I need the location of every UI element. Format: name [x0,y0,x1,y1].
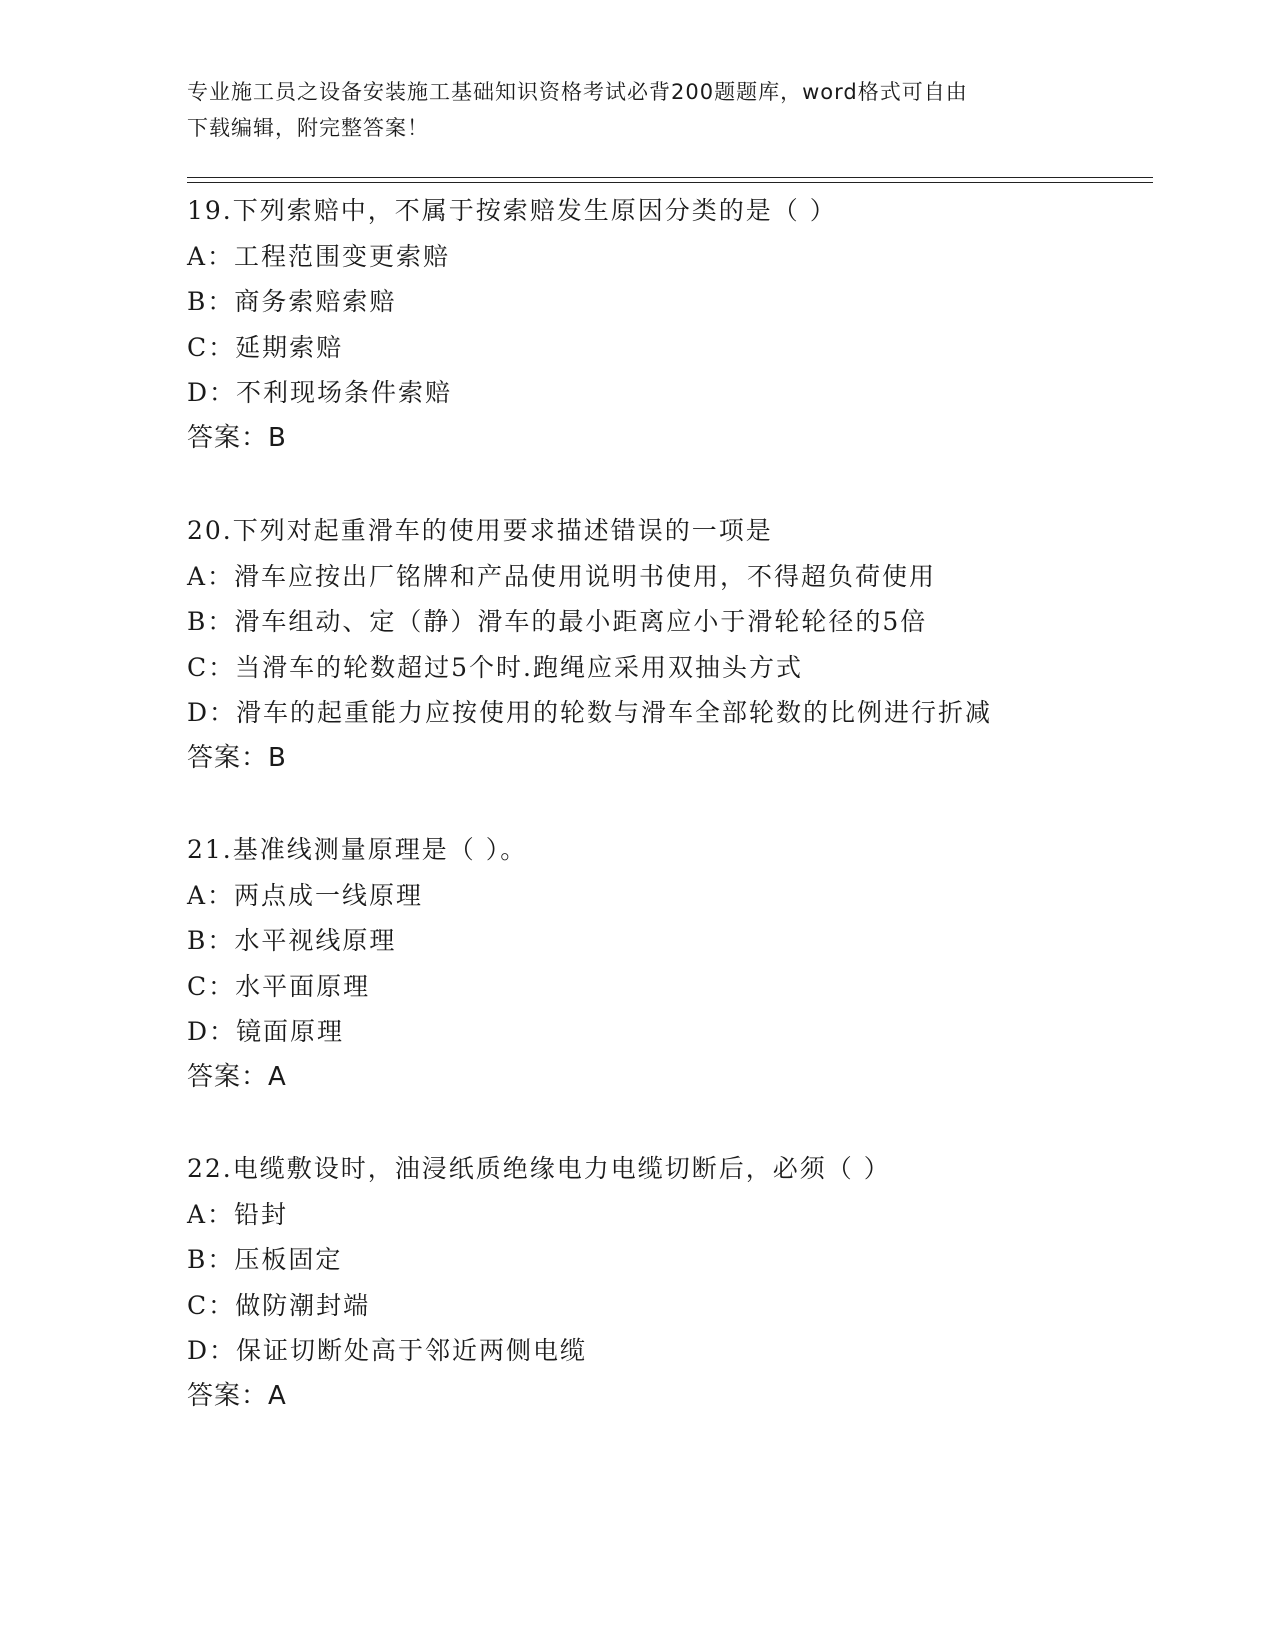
header-divider-top [187,177,1153,178]
header-line-1: 专业施工员之设备安装施工基础知识资格考试必背200题题库，word格式可自由 [187,80,968,104]
option-d: D：镜面原理 [187,1017,345,1047]
question-19 [187,188,1147,462]
question-stem: 22.电缆敷设时，油浸纸质绝缘电力电缆切断后，必须（ ） [187,1154,891,1183]
question-22 [187,1146,1147,1420]
header-divider-bottom [187,182,1153,183]
answer: 答案：B [187,422,287,453]
question-stem: 21.基准线测量原理是（ ）。 [187,835,528,864]
answer: 答案：A [187,1380,287,1411]
option-b: B：水平视线原理 [187,926,397,956]
option-d: D：保证切断处高于邻近两侧电缆 [187,1336,588,1366]
option-b: B：商务索赔索赔 [187,287,397,317]
option-c: C：做防潮封端 [187,1290,371,1320]
option-a: A：滑车应按出厂铭牌和产品使用说明书使用，不得超负荷使用 [187,561,937,591]
answer: 答案：A [187,1061,287,1092]
question-21 [187,827,1147,1101]
option-c: C：当滑车的轮数超过5个时.跑绳应采用双抽头方式 [187,652,803,682]
question-stem: 20.下列对起重滑车的使用要求描述错误的一项是 [187,516,773,545]
option-a: A：工程范围变更索赔 [187,241,451,271]
document-header [187,74,1067,146]
question-20 [187,508,1147,782]
option-d: D：不利现场条件索赔 [187,378,453,408]
option-a: A：两点成一线原理 [187,880,424,910]
header-line-2: 下载编辑，附完整答案！ [187,116,429,140]
option-b: B：滑车组动、定（静）滑车的最小距离应小于滑轮轮径的5倍 [187,607,928,637]
answer: 答案：B [187,742,287,773]
option-b: B：压板固定 [187,1245,343,1275]
option-a: A：铅封 [187,1199,289,1229]
question-stem: 19.下列索赔中，不属于按索赔发生原因分类的是（ ） [187,196,837,225]
option-c: C：水平面原理 [187,971,371,1001]
option-c: C：延期索赔 [187,332,344,362]
option-d: D：滑车的起重能力应按使用的轮数与滑车全部轮数的比例进行折减 [187,698,993,728]
